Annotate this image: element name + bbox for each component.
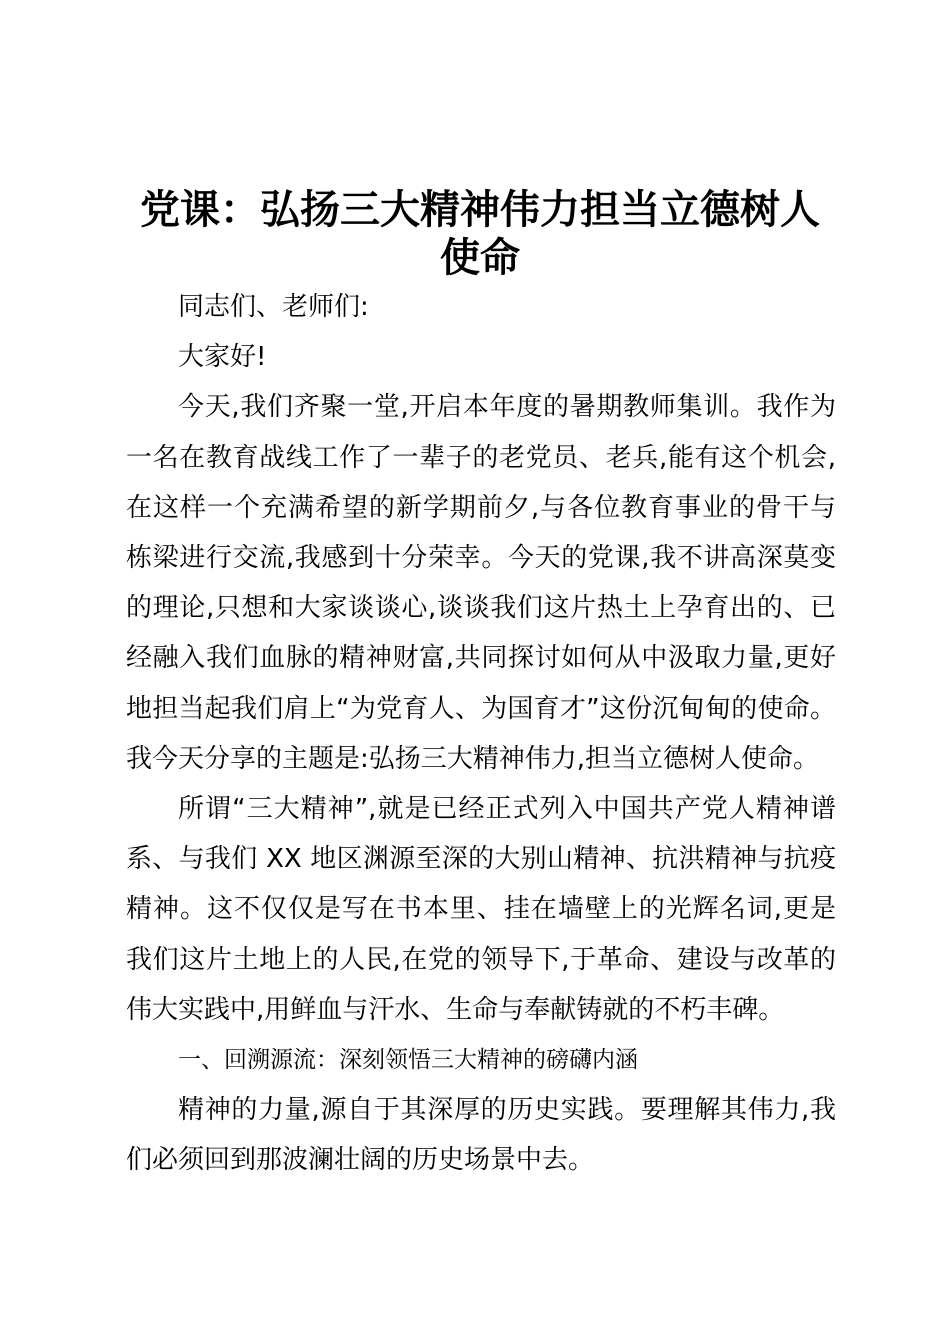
section-1-paragraph: 精神的力量,源自于其深厚的历史实践。要理解其伟力,我们必须回到那波澜壮阔的历史场景中去。	[126, 1095, 836, 1176]
document-body	[126, 282, 836, 1186]
greeting: 大家好!	[178, 342, 267, 373]
body-paragraph-1: 今天,我们齐聚一堂,开启本年度的暑期教师集训。我作为一名在教育战线工作了一辈子的老党员、老兵,能有这个机会,在这样一个充满希望的新学期前夕,与各位教育事业的骨干与栋梁进行交流,我感到十分荣幸。今天的党课,我不讲高深莫变的理论,只想和大家谈谈心,谈谈我们这片热土上孕育出的、已经融入我们血脉的精神财富,共同探讨如何从中汲取力量,更好地担当起我们肩上“为党育人、为国育才”这份沉甸甸的使命。我今天分享的主题是:弘扬三大精神伟力,担当立德树人使命。	[126, 392, 836, 774]
document-title-line-2: 使命	[440, 234, 520, 281]
salutation: 同志们、老师们:	[178, 292, 369, 322]
section-heading-1: 一、回溯源流：深刻领悟三大精神的磅礴内涵	[178, 1047, 638, 1074]
body-paragraph-2: 所谓“三大精神”,就是已经正式列入中国共产党人精神谱系、与我们 XX 地区渊源至深的大别山精神、抗洪精神与抗疫精神。这不仅仅是写在书本里、挂在墙壁上的光辉名词,更是我们这片土地上的人民,在党的领导下,于革命、建设与改革的伟大实践中,用鲜血与汗水、生命与奉献铸就的不朽丰碑。	[126, 794, 836, 1025]
document-title-line-1: 党课：弘扬三大精神伟力担当立德树人	[140, 186, 820, 233]
